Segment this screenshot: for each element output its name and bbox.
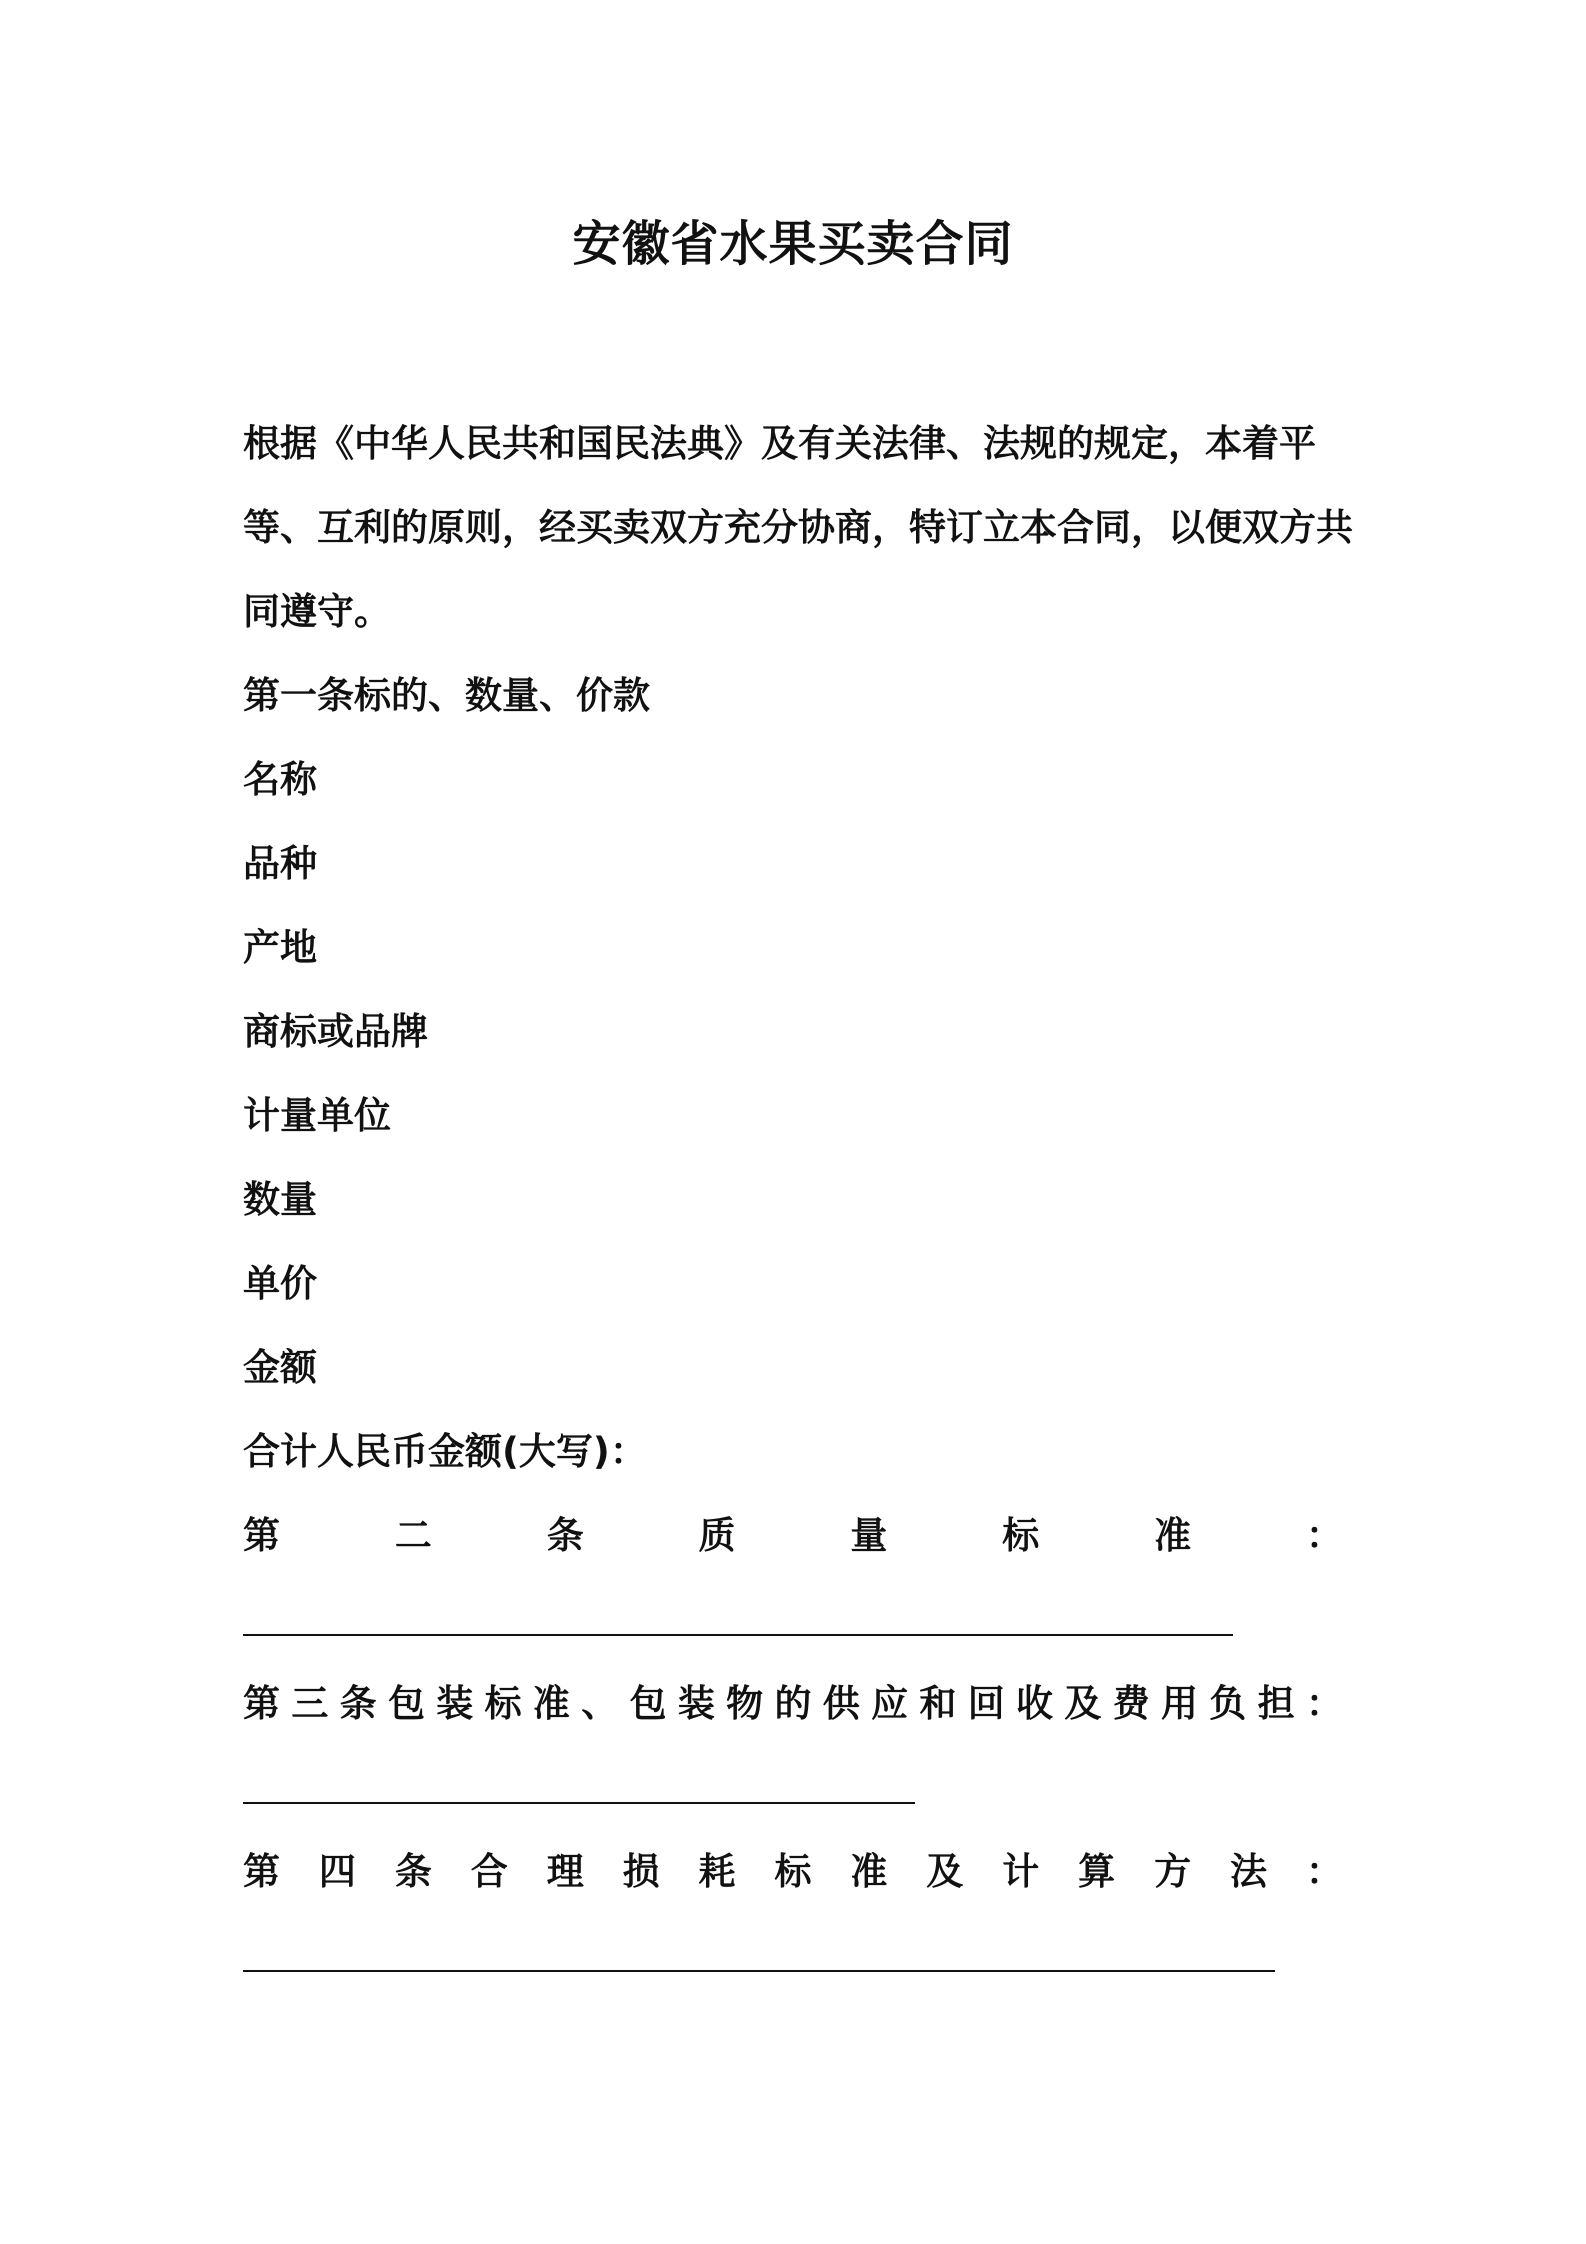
article-3-char: 用 [1160,1682,1198,1725]
article-2-char: ： [1305,1514,1343,1557]
article-3-heading [243,1662,1343,1746]
article-4-heading [243,1830,1343,1914]
article-4-char: 条 [394,1850,432,1893]
article-3-char: 及 [1064,1682,1102,1725]
field-variety: 品种 [243,842,317,885]
article-3-char: 准 [532,1682,570,1725]
article-2-char: 准 [1154,1514,1192,1557]
article-4-char: 四 [318,1850,356,1893]
article-3-char: 、 [581,1682,619,1725]
article-3-char: 担 [1257,1682,1295,1725]
field-total-rmb: 合计人民币金额(大写)： [243,1430,647,1473]
document-title: 安徽省水果买卖合同 [572,216,1014,272]
article-2-char: 第 [243,1514,280,1557]
article-4-blank-row [243,1914,1357,1998]
article-3-char: 包 [387,1682,425,1725]
field-quantity: 数量 [243,1178,317,1221]
article-4-char: 耗 [698,1850,736,1893]
field-unit: 计量单位 [243,1094,391,1137]
article-3-blank-row [243,1746,1357,1830]
article-4-char: 第 [243,1850,280,1893]
article-2-char: 质 [698,1514,736,1557]
article-2-fill-line [243,1634,1233,1636]
article-3-char: 物 [726,1682,764,1725]
article-3-fill-line [243,1802,915,1804]
article-4-fill-line [243,1970,1275,1972]
field-amount: 金额 [243,1346,317,1389]
article-1-heading: 第一条标的、数量、价款 [243,674,650,717]
article-3-char: 装 [436,1682,474,1725]
article-2-char: 条 [546,1514,584,1557]
article-4-char: ： [1305,1850,1343,1893]
article-3-char: 包 [629,1682,667,1725]
article-2-blank-row [243,1578,1357,1662]
article-3-char: 三 [291,1682,329,1725]
document-body [243,402,1357,1998]
article-3-char: 供 [822,1682,860,1725]
article-3-char: 标 [484,1682,522,1725]
field-name: 名称 [243,758,317,801]
intro-paragraph: 根据《中华人民共和国民法典》及有关法律、法规的规定，本着平等、互利的原则，经买卖双方充分协商，特订立本合同，以便双方共同遵守。 [243,422,1353,633]
article-4-char: 合 [470,1850,508,1893]
article-3-char: 和 [919,1682,957,1725]
article-4-char: 标 [774,1850,812,1893]
article-3-char: 收 [1016,1682,1053,1725]
article-4-char: 准 [850,1850,888,1893]
article-2-heading [243,1494,1343,1578]
article-3-char: 负 [1209,1682,1247,1725]
article-4-char: 理 [546,1850,584,1893]
article-4-char: 法 [1229,1850,1267,1893]
article-2-char: 量 [850,1514,888,1557]
field-origin: 产地 [243,926,317,969]
article-3-char: 费 [1112,1682,1150,1725]
article-3-char: 条 [339,1682,377,1725]
article-4-char: 方 [1154,1850,1192,1893]
article-2-char: 标 [1002,1514,1040,1557]
article-3-char: 第 [243,1682,280,1725]
article-4-char: 计 [1002,1850,1040,1893]
article-4-char: 算 [1078,1850,1116,1893]
article-2-char: 二 [394,1514,432,1557]
article-3-char: ： [1305,1682,1343,1725]
article-3-char: 回 [967,1682,1005,1725]
article-3-char: 装 [677,1682,715,1725]
article-3-char: 的 [774,1682,812,1725]
field-unit-price: 单价 [243,1262,317,1305]
field-brand: 商标或品牌 [243,1010,428,1053]
article-4-char: 损 [622,1850,660,1893]
article-4-char: 及 [926,1850,964,1893]
article-3-char: 应 [871,1682,909,1725]
